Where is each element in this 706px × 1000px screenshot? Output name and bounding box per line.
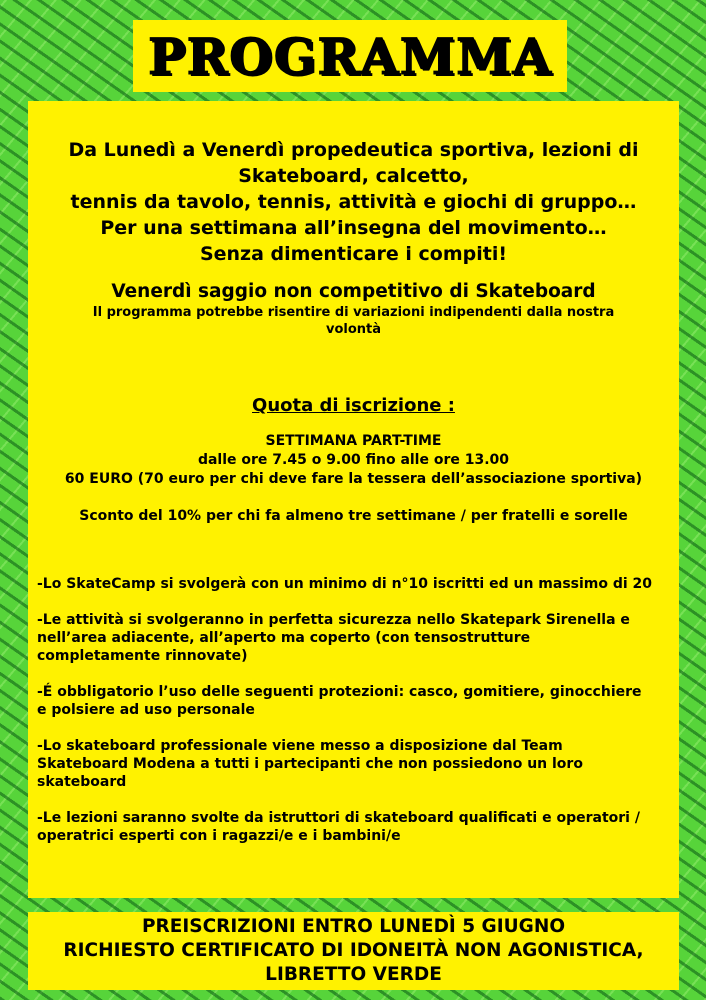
- rule-item: [37, 737, 679, 791]
- rule-item: [37, 809, 679, 845]
- rule-line: Skateboard Modena a tutti i partecipanti che non possiedono un loro: [37, 756, 583, 772]
- rule-item: [37, 611, 679, 665]
- certificate-requirement: RICHIESTO CERTIFICATO DI IDONEITÀ NON AGONISTICA,: [63, 940, 644, 961]
- plan-name: SETTIMANA PART-TIME: [265, 433, 442, 449]
- rule-line: -Lo skateboard professionale viene messo a disposizione dal Team: [37, 738, 563, 754]
- plan-price: 60 EURO (70 euro per chi deve fare la tessera dell’associazione sportiva): [64, 471, 643, 487]
- rule-line: -Le attività si svolgeranno in perfetta sicurezza nello Skatepark Sirenella e: [37, 612, 630, 628]
- quota-heading: Quota di iscrizione :: [252, 395, 455, 416]
- rule-line: nell’area adiacente, all’aperto ma coperto (con tensostrutture: [37, 630, 531, 646]
- intro-line: Skateboard, calcetto,: [238, 165, 469, 187]
- disclaimer-line: Il programma potrebbe risentire di variazioni indipendenti dalla nostra: [92, 305, 615, 320]
- rule-item: [37, 683, 679, 719]
- intro-line: Da Lunedì a Venerdì propedeutica sportiva, lezioni di: [68, 139, 639, 161]
- intro-line: Senza dimenticare i compiti!: [199, 243, 508, 265]
- rule-line: skateboard: [37, 774, 127, 790]
- rule-item: [37, 575, 679, 593]
- disclaimer-line: volontà: [325, 322, 382, 337]
- rule-line: operatrici esperti con i ragazzi/e e i bambini/e: [37, 828, 401, 844]
- intro-line: tennis da tavolo, tennis, attività e giochi di gruppo…: [70, 191, 637, 213]
- saggio-heading: Venerdì saggio non competitivo di Skateboard: [111, 281, 596, 302]
- libretto-requirement: LIBRETTO VERDE: [265, 964, 442, 985]
- title-banner: [133, 20, 567, 92]
- rule-line: -É obbligatorio l’uso delle seguenti protezioni: casco, gomitiere, ginocchiere: [37, 684, 642, 700]
- preregistration-deadline: PREISCRIZIONI ENTRO LUNEDÌ 5 GIUGNO: [141, 916, 566, 937]
- rules-list: [37, 575, 679, 863]
- footer-banner: [28, 912, 679, 990]
- intro-line: Per una settimana all’insegna del movimento…: [100, 217, 607, 239]
- rule-line: completamente rinnovate): [37, 648, 248, 664]
- rule-line: -Lo SkateCamp si svolgerà con un minimo di n°10 iscritti ed un massimo di 20: [37, 576, 653, 592]
- program-panel: [28, 101, 679, 898]
- plan-hours: dalle ore 7.45 o 9.00 fino alle ore 13.00: [197, 452, 510, 468]
- page-title: PROGRAMMA: [147, 26, 553, 86]
- rule-line: e polsiere ad uso personale: [37, 702, 255, 718]
- discount-text: Sconto del 10% per chi fa almeno tre settimane / per fratelli e sorelle: [79, 508, 628, 524]
- rule-line: -Le lezioni saranno svolte da istruttori di skateboard qualificati e operatori /: [37, 810, 640, 826]
